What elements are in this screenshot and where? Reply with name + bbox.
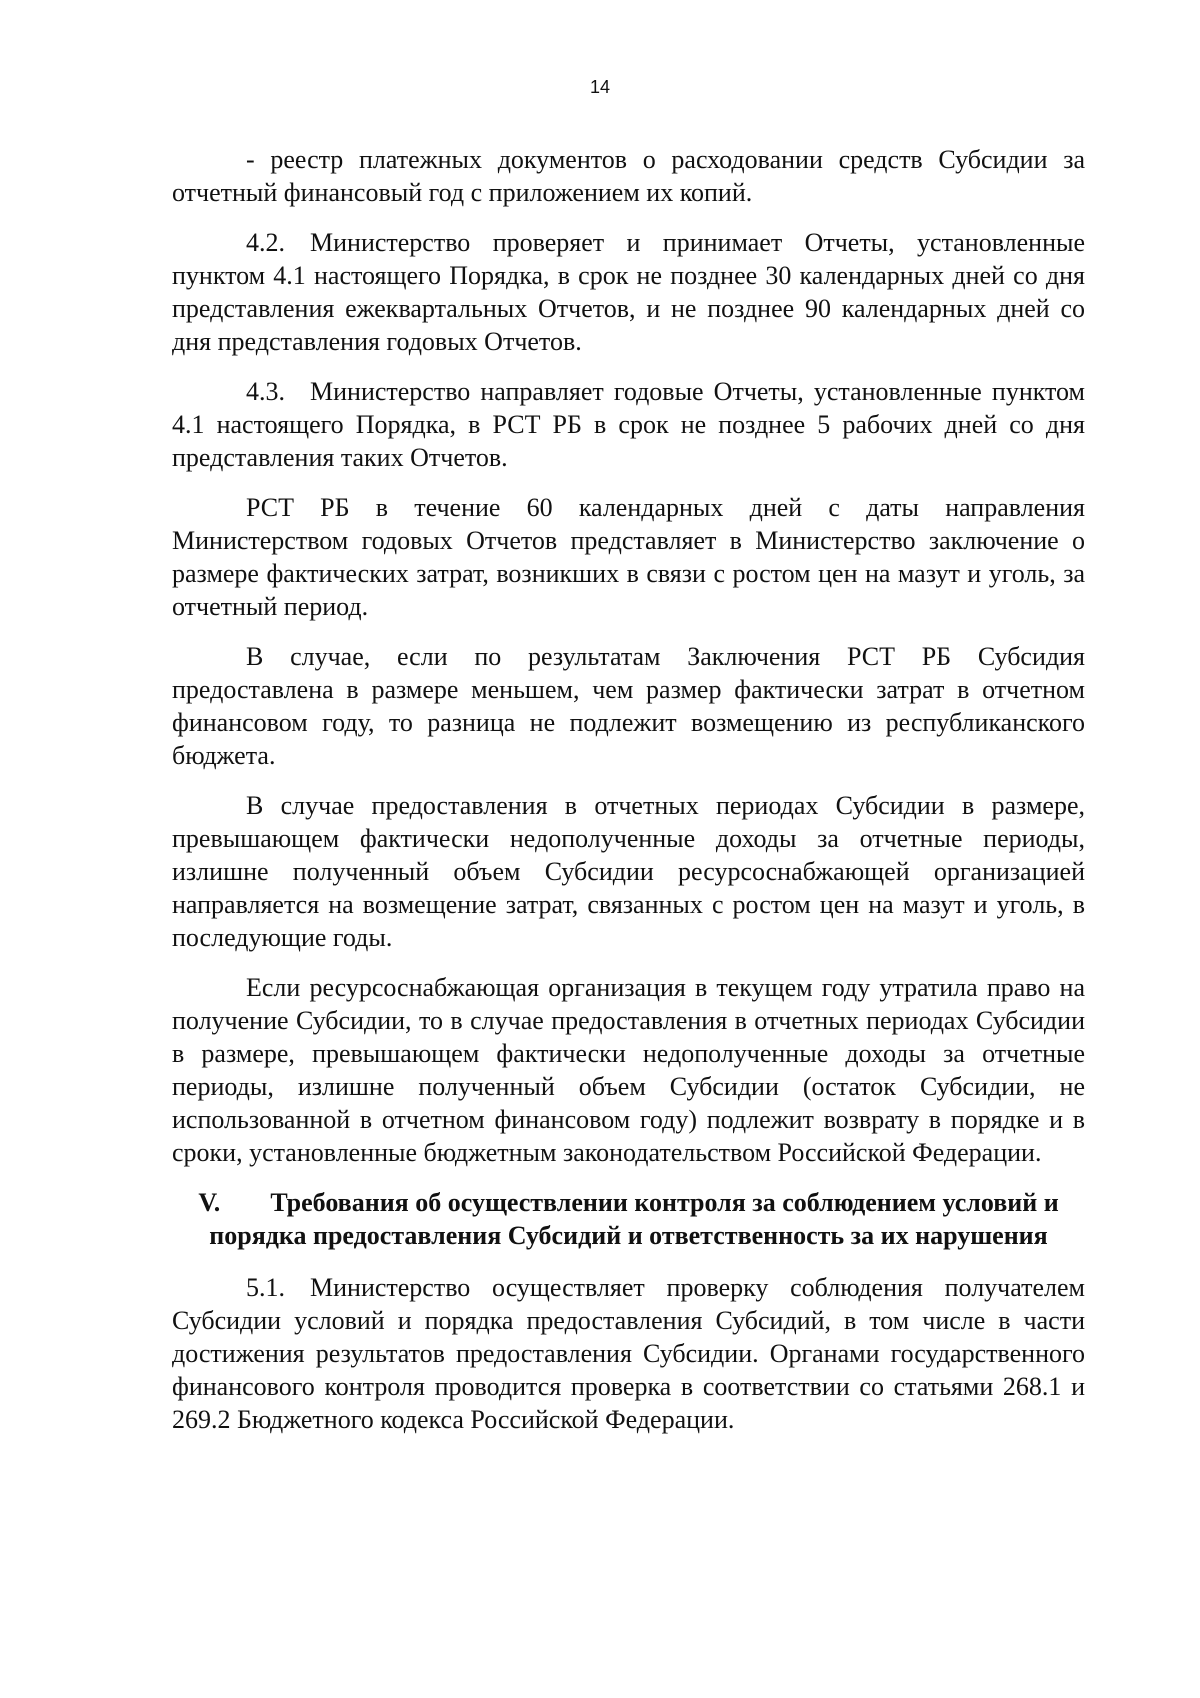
paragraph-rst-conclusion <box>172 491 1085 623</box>
paragraph-text: Министерство осуществляет проверку соблюдения получателем Субсидии условий и порядка предоставления Субсидий, в том числе в части достижения результатов предоставления Субсидии. Органами государственного финансового контроля проводится проверка в соответствии со статьями 268.1 и 269.2 Бюджетного кодекса Российской Федерации. <box>172 1273 1085 1434</box>
section-heading <box>172 1186 1085 1252</box>
paragraph-5-1 <box>172 1271 1085 1436</box>
document-body <box>172 143 1085 1453</box>
paragraph-text: В случае предоставления в отчетных периодах Субсидии в размере, превышающем фактически недополученные доходы за отчетные периоды, излишне полученный объем Субсидии ресурсоснабжающей организацией направляется на возмещение затрат, связанных с ростом цен на мазут и уголь, в последующие годы. <box>172 791 1085 952</box>
paragraph-refund <box>172 971 1085 1169</box>
paragraph-text: Если ресурсоснабжающая организация в текущем году утратила право на получение Субсидии, то в случае предоставления в отчетных периодах Субсидии в размере, превышающем фактически недополученные доходы за отчетные периоды, излишне полученный объем Субсидии (остаток Субсидии, не использованной в отчетном финансовом году) подлежит возврату в порядке и в сроки, установленные бюджетным законодательством Российской Федерации. <box>172 973 1085 1167</box>
section-numeral: V. <box>198 1188 221 1217</box>
page-number: 14 <box>589 77 611 97</box>
paragraph-number: 5.1. <box>246 1273 285 1302</box>
paragraph-text: Министерство направляет годовые Отчеты, установленные пунктом 4.1 настоящего Порядка, в РСТ РБ в срок не позднее 5 рабочих дней со дня представления таких Отчетов. <box>172 377 1085 472</box>
paragraph-text: РСТ РБ в течение 60 календарных дней с даты направления Министерством годовых Отчетов представляет в Министерство заключение о размере фактических затрат, возникших в связи с ростом цен на мазут и уголь, за отчетный период. <box>172 493 1085 621</box>
paragraph-overpayment <box>172 789 1085 954</box>
paragraph-text: - реестр платежных документов о расходовании средств Субсидии за отчетный финансовый год с приложением их копий. <box>172 145 1085 207</box>
paragraph-text: В случае, если по результатам Заключения РСТ РБ Субсидия предоставлена в размере меньшем, чем размер фактически затрат в отчетном финансовом году, то разница не подлежит возмещению из республиканского бюджета. <box>172 642 1085 770</box>
paragraph-text: Министерство проверяет и принимает Отчеты, установленные пунктом 4.1 настоящего Порядка, в срок не позднее 30 календарных дней со дня представления ежеквартальных Отчетов, и не позднее 90 календарных дней со дня представления годовых Отчетов. <box>172 228 1085 356</box>
paragraph-underpayment <box>172 640 1085 772</box>
paragraph-4-2 <box>172 226 1085 358</box>
paragraph-4-3 <box>172 375 1085 474</box>
paragraph-number: 4.3. <box>246 377 285 406</box>
paragraph-number: 4.2. <box>246 228 285 257</box>
section-title: Требования об осуществлении контроля за соблюдением условий и порядка предоставления Субсидий и ответственность за их нарушения <box>209 1188 1059 1250</box>
paragraph-payment-registry <box>172 143 1085 209</box>
